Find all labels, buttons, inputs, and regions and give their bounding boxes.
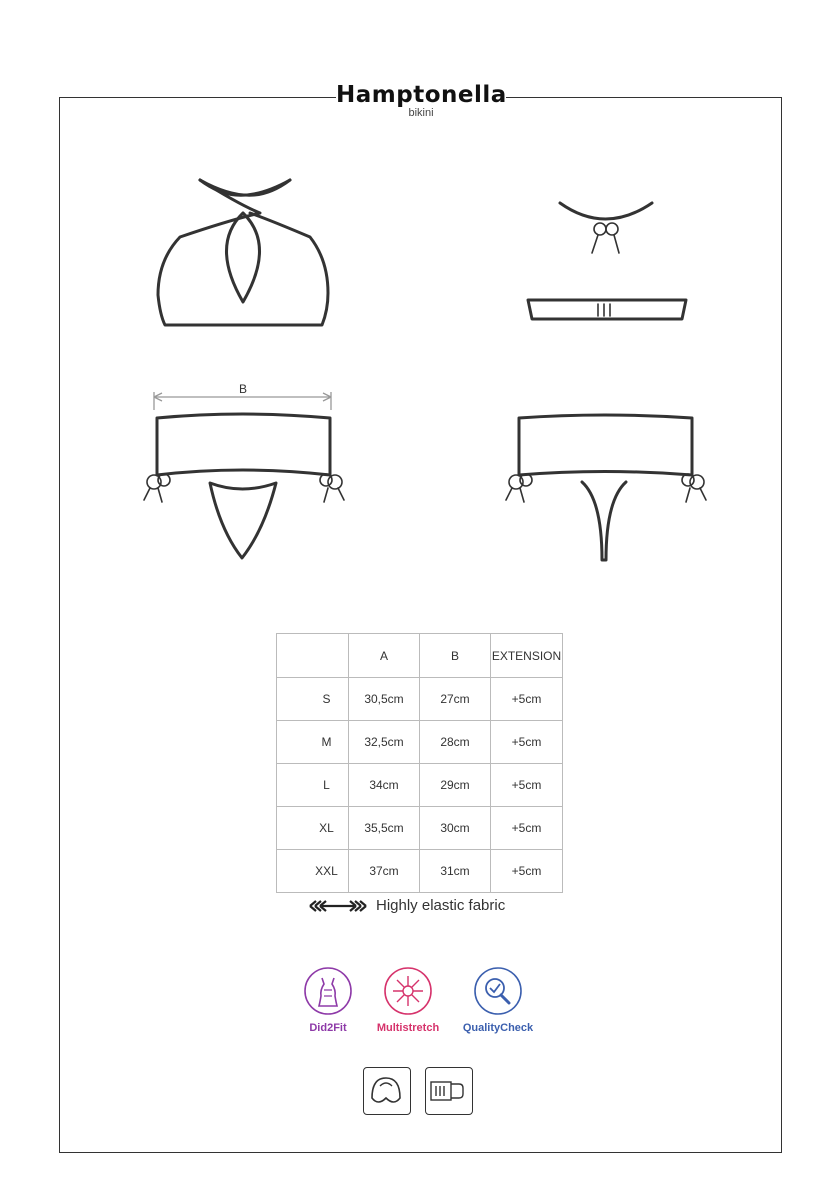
did2fit-label: Did2Fit (309, 1022, 347, 1034)
stretch-arrows-icon (383, 966, 433, 1016)
title-block (336, 80, 506, 128)
product-subtitle: bikini (408, 107, 434, 119)
table-row (277, 678, 563, 721)
table-row (277, 721, 563, 764)
table-header-row (277, 634, 563, 678)
product-title: Hamptonella (336, 82, 507, 108)
cup-shape-icon (363, 1067, 411, 1115)
table-cell: 35,5cm (349, 807, 420, 850)
table-cell: 27cm (420, 678, 491, 721)
table-cell: +5cm (491, 678, 563, 721)
elastic-fabric-label: Highly elastic fabric (376, 897, 506, 914)
table-header-cell (277, 634, 349, 678)
table-header-cell: A (349, 634, 420, 678)
table-cell: 34cm (349, 764, 420, 807)
table-cell: 28cm (420, 721, 491, 764)
table-cell-size: XXL (277, 850, 349, 893)
elastic-fabric-note (308, 897, 505, 914)
table-cell-size: XL (277, 807, 349, 850)
table-cell: +5cm (491, 807, 563, 850)
table-cell-size: L (277, 764, 349, 807)
table-row (277, 764, 563, 807)
table-cell: +5cm (491, 721, 563, 764)
table-header-cell: B (420, 634, 491, 678)
measurement-label-b: B (239, 382, 248, 396)
table-cell: 30cm (420, 807, 491, 850)
table-row (277, 807, 563, 850)
table-cell: 30,5cm (349, 678, 420, 721)
hook-clasp-icon (425, 1067, 473, 1115)
bikini-top-front-illustration (150, 175, 340, 335)
table-cell: +5cm (491, 850, 563, 893)
table-row (277, 850, 563, 893)
table-cell: 31cm (420, 850, 491, 893)
table-cell-size: M (277, 721, 349, 764)
qualitycheck-label: QualityCheck (462, 1022, 534, 1034)
table-cell: 29cm (420, 764, 491, 807)
multistretch-label: Multistretch (376, 1022, 440, 1034)
size-table (276, 633, 563, 893)
table-cell: 32,5cm (349, 721, 420, 764)
did2fit-badge (283, 966, 373, 1034)
stretch-arrow-icon (308, 899, 368, 913)
table-cell: 37cm (349, 850, 420, 893)
bikini-bottom-front-illustration (140, 380, 355, 570)
magnifier-check-icon (473, 966, 523, 1016)
table-header-cell: EXTENSION (491, 634, 563, 678)
qualitycheck-badge (453, 966, 543, 1034)
table-cell-size: S (277, 678, 349, 721)
bikini-bottom-back-illustration (502, 410, 712, 570)
bikini-top-back-illustration (520, 195, 700, 330)
table-cell: +5cm (491, 764, 563, 807)
multistretch-badge (363, 966, 453, 1034)
dress-icon (303, 966, 353, 1016)
